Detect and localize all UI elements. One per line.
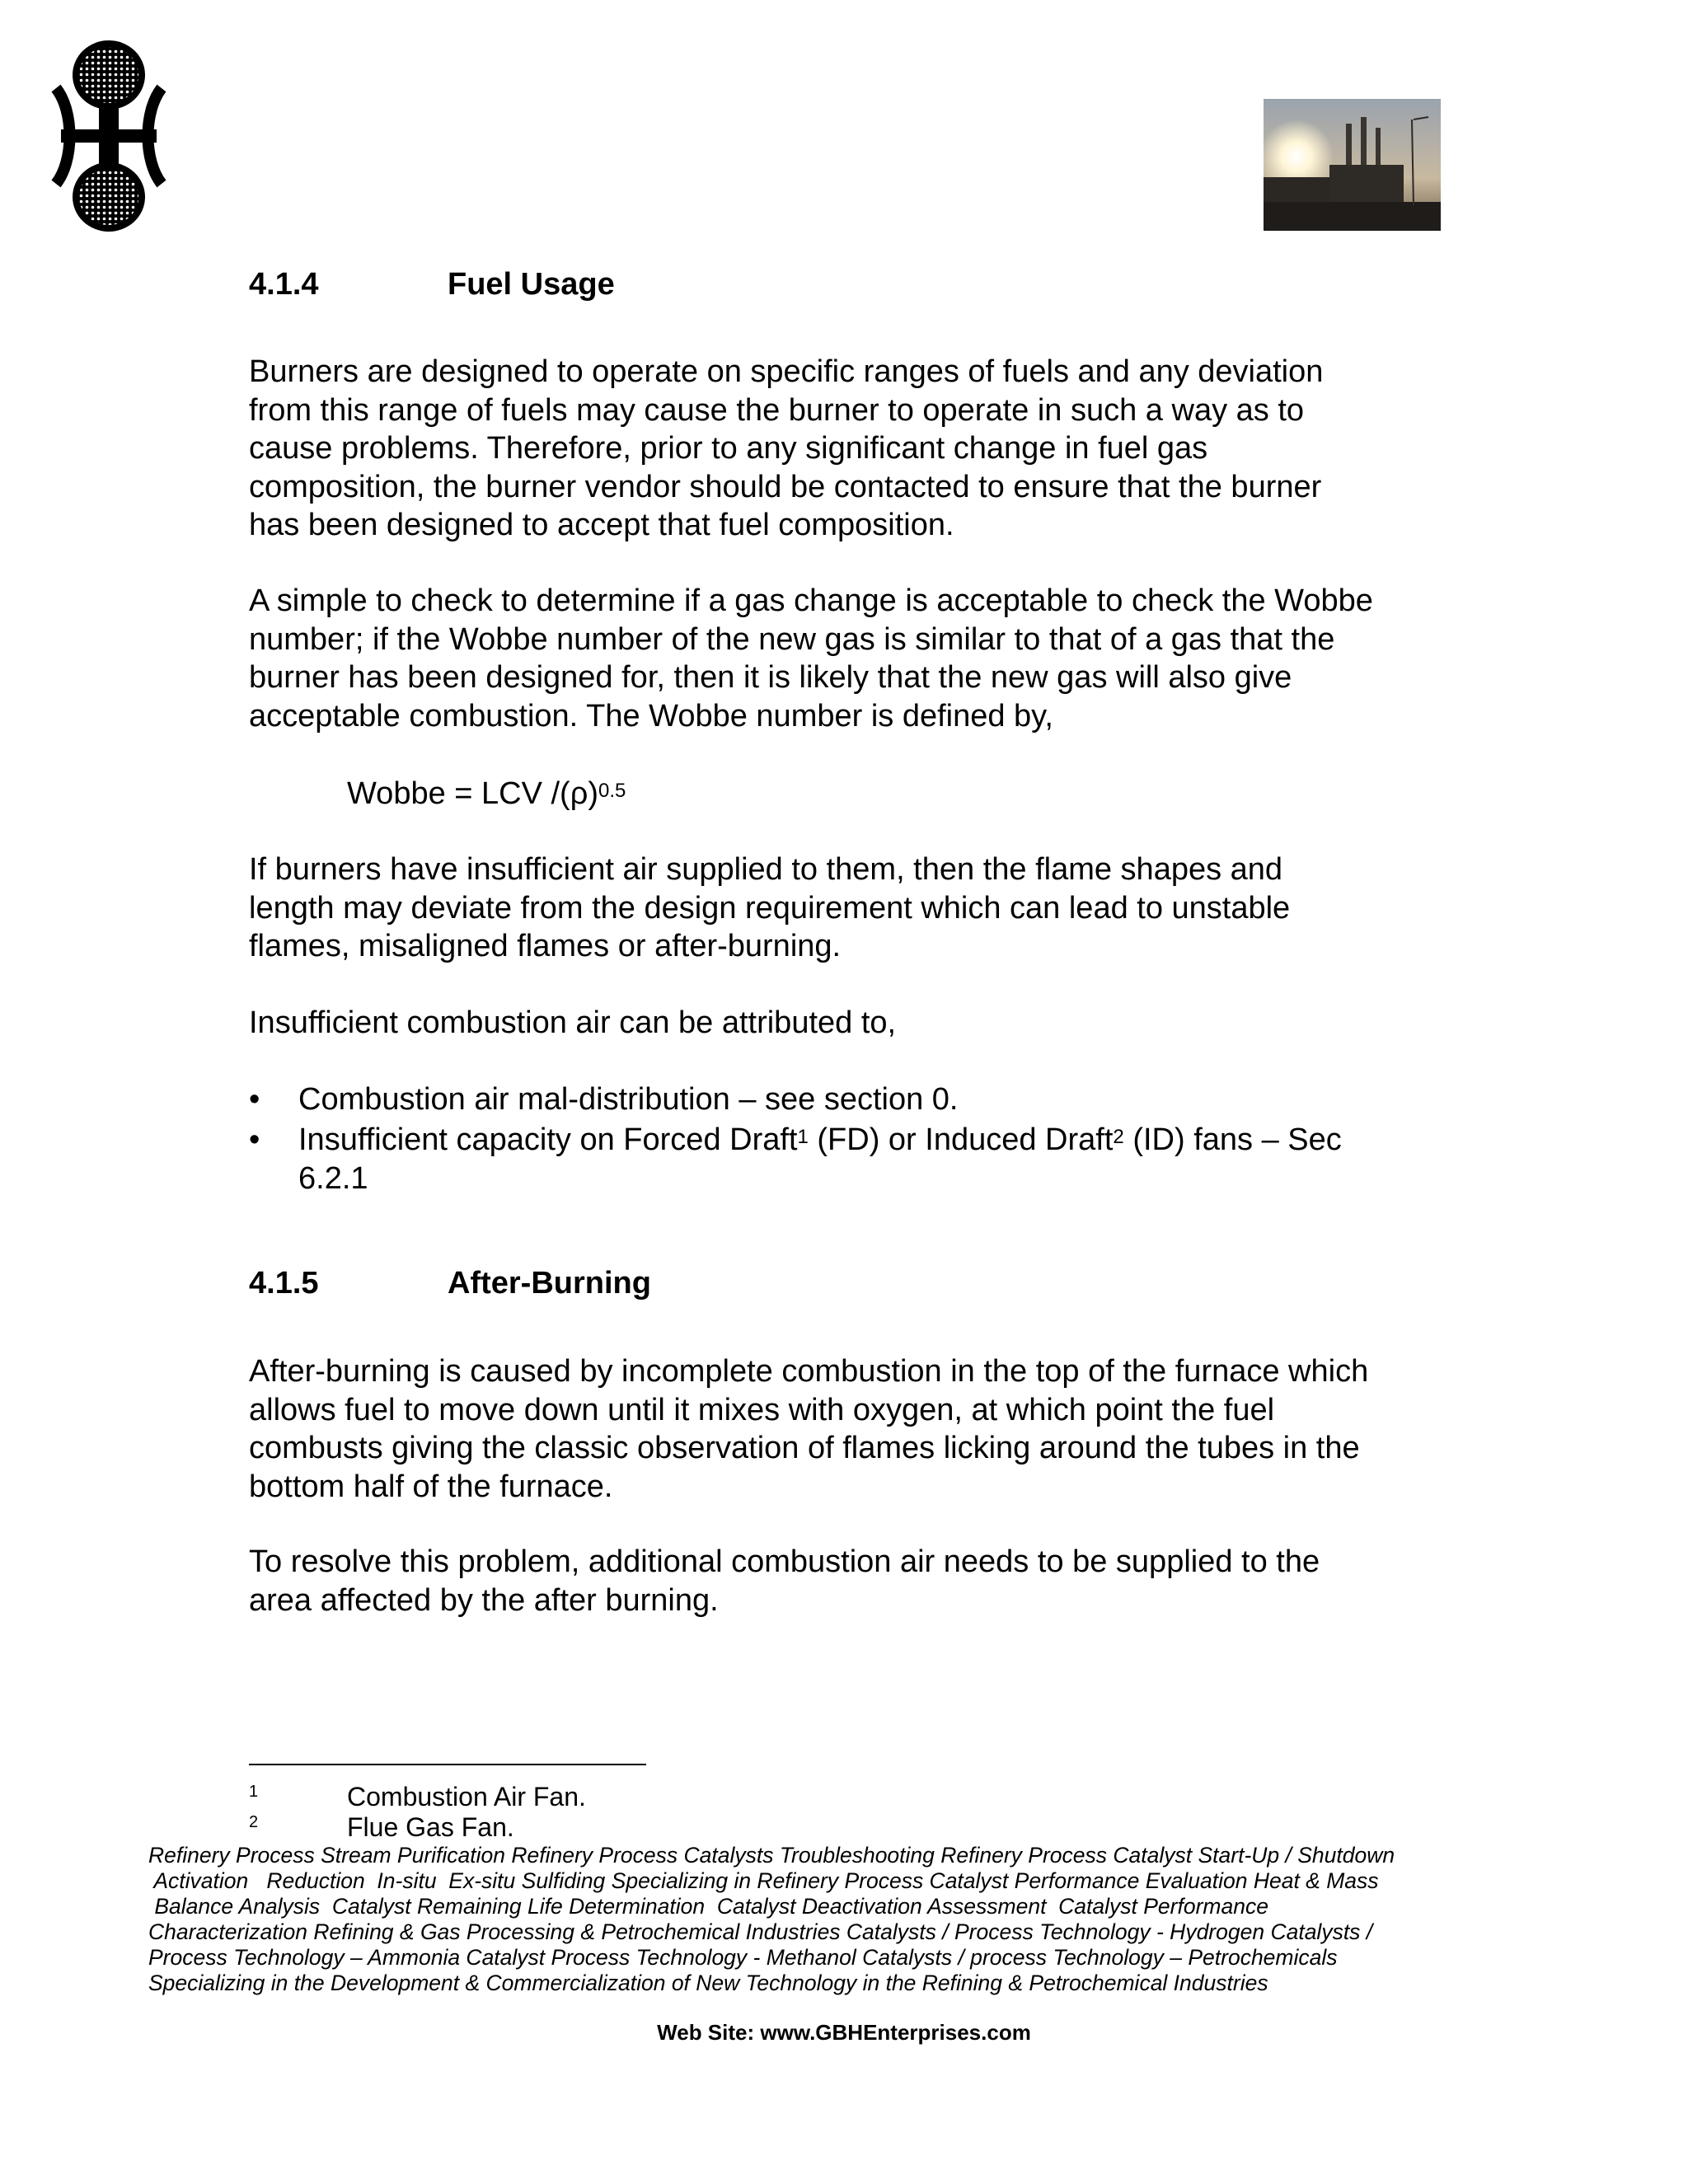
footer-blurb bbox=[148, 1843, 1434, 1996]
footer-blurb-line: Refinery Process Stream Purification Refinery Process Catalysts Troubleshooting Refinery Process Catalyst Start-Up / Shutdown bbox=[148, 1843, 1395, 1868]
footer-blurb-line: Characterization Refining & Gas Processing & Petrochemical Industries Catalysts / Process Technology - Hydrogen Catalysts / bbox=[148, 1919, 1373, 1944]
bullet-dot: • bbox=[249, 1122, 260, 1157]
paragraph-after-burning-cause: After-burning is caused by incomplete combustion in the top of the furnace which allows fuel to move down until it mixes with oxygen, at which point the fuel combusts giving the classic observation of flames licking around the tubes in the bottom half of the furnace. bbox=[249, 1354, 1369, 1504]
list-item bbox=[249, 1121, 1452, 1200]
company-logo bbox=[49, 37, 173, 235]
paragraph-after-burning-resolution: To resolve this problem, additional combustion air needs to be supplied to the area affected by the after burning. bbox=[249, 1544, 1320, 1618]
section-heading-4-1-4 bbox=[249, 265, 615, 303]
section-number: 4.1.4 bbox=[249, 267, 319, 302]
bullet-dot: • bbox=[249, 1082, 260, 1117]
bullet-text-part: Insufficient capacity on Forced Draft bbox=[298, 1122, 798, 1157]
paragraph-insufficient-air: If burners have insufficient air supplied to them, then the flame shapes and length may deviate from the design requirement which can lead to unstable flames, misaligned flames or after-burning. bbox=[249, 852, 1291, 963]
footer-blurb-line: Process Technology – Ammonia Catalyst Process Technology - Methanol Catalysts / process Technology – Petrochemicals bbox=[148, 1945, 1338, 1970]
section-heading-4-1-5 bbox=[249, 1264, 651, 1302]
bullet-text bbox=[298, 1121, 1452, 1197]
footer-blurb-line: Activation Reduction In-situ Ex-situ Sulfiding Specializing in Refinery Process Catalyst Performance Evaluation Heat & Mass bbox=[148, 1868, 1379, 1893]
footer-blurb-line: Balance Analysis Catalyst Remaining Life Determination Catalyst Deactivation Assessment Catalyst Performance bbox=[148, 1894, 1268, 1919]
footer-blurb-line: Specializing in the Development & Commercialization of New Technology in the Refining & Petrochemical Industries bbox=[148, 1971, 1268, 1995]
paragraph-wobbe-check: A simple to check to determine if a gas change is acceptable to check the Wobbe number; if the Wobbe number of the new gas is similar to that of a gas that the burner has been designed for, then it is likely that the new gas will also give acceptable combustion. The Wobbe number is defined by, bbox=[249, 583, 1373, 733]
paragraph-attributed-to: Insufficient combustion air can be attributed to, bbox=[249, 1005, 897, 1040]
footnote-ref-1[interactable]: 1 bbox=[797, 1126, 809, 1148]
paragraph-burner-design: Burners are designed to operate on specific ranges of fuels and any deviation from this range of fuels may cause the burner to operate in such a way as to cause problems. Therefore, prior to any significant change in fuel gas composition, the burner vendor should be contacted to ensure that the burner has been designed to accept that fuel composition. bbox=[249, 354, 1324, 542]
section-number: 4.1.5 bbox=[249, 1266, 319, 1301]
footnote-mark: 1 bbox=[249, 1783, 259, 1801]
bullet-text-part: (FD) or Induced Draft bbox=[808, 1122, 1114, 1157]
footnote-text: Flue Gas Fan. bbox=[347, 1812, 514, 1842]
footnote-text: Combustion Air Fan. bbox=[347, 1782, 586, 1811]
wobbe-equation bbox=[347, 775, 626, 813]
website-link[interactable]: Web Site: www.GBHEnterprises.com bbox=[657, 2020, 1031, 2045]
footnote-divider bbox=[249, 1764, 646, 1765]
section-title: Fuel Usage bbox=[448, 267, 615, 302]
equation-exponent: 0.5 bbox=[598, 780, 626, 802]
bullet-text-part: 6.2.1 bbox=[298, 1160, 368, 1196]
footnote-ref-2[interactable]: 2 bbox=[1113, 1126, 1124, 1148]
bullet-text: Combustion air mal-distribution – see section 0. bbox=[298, 1082, 959, 1117]
refinery-photo bbox=[1264, 99, 1441, 231]
bullet-text-part: (ID) fans – Sec bbox=[1123, 1122, 1342, 1157]
equation-text: Wobbe = LCV /(ρ) bbox=[347, 776, 598, 811]
section-title: After-Burning bbox=[448, 1266, 651, 1301]
footnote-mark: 2 bbox=[249, 1813, 259, 1831]
